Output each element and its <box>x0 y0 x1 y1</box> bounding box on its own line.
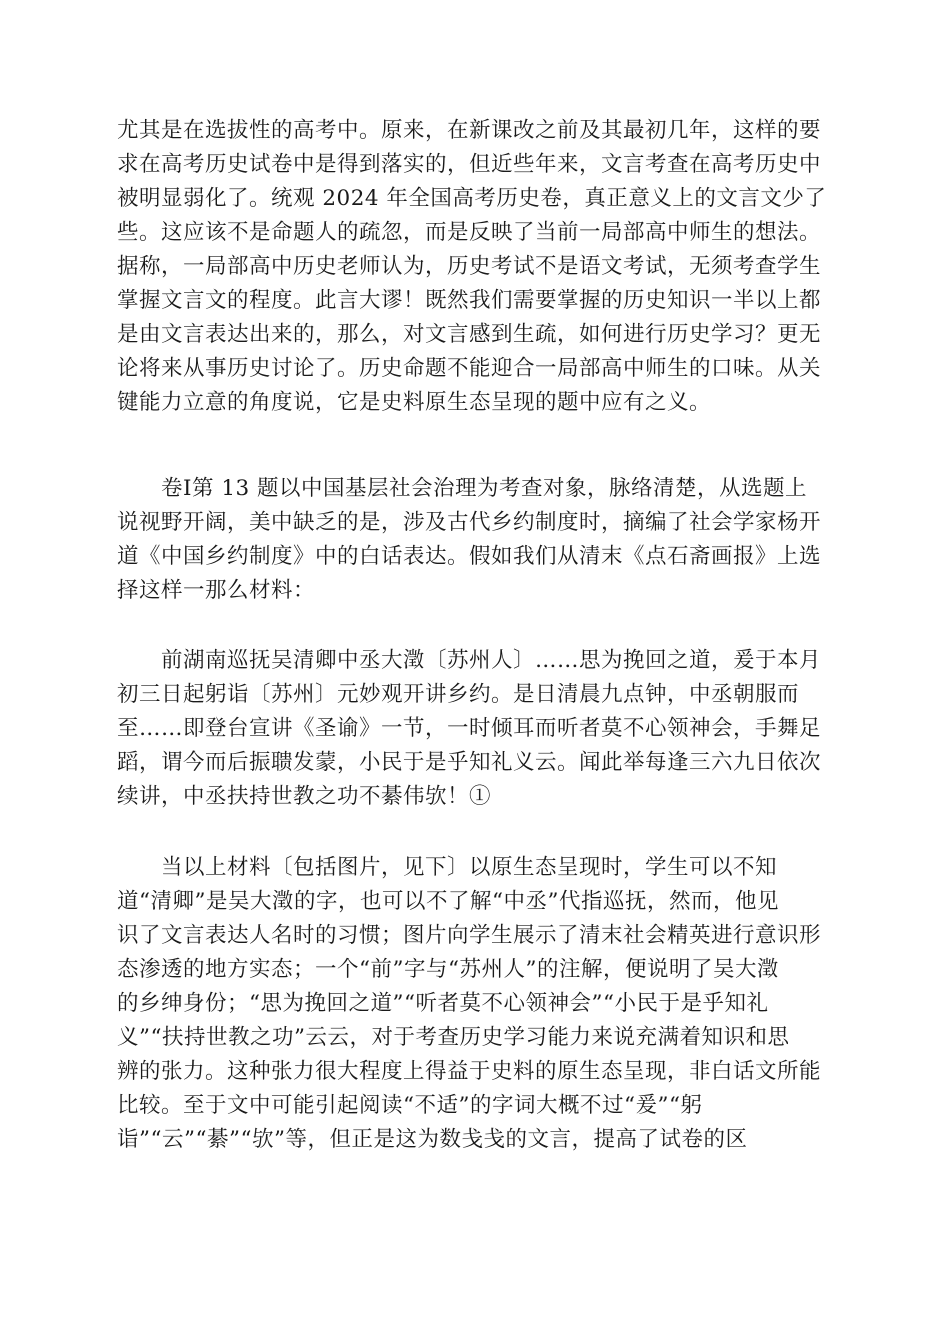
text-line: 求在高考历史试卷中是得到落实的，但近些年来，文言考查在高考历史中 <box>117 152 822 177</box>
text-line: 初三日起躬诣〔苏州〕元妙观开讲乡约。是日清晨九点钟，中丞朝服而 <box>117 682 800 707</box>
text-line: 些。这应该不是命题人的疏忽，而是反映了当前一局部高中师生的想法。 <box>117 220 822 245</box>
text-line: 辨的张力。这种张力很大程度上得益于史料的原生态呈现，非白话文所能 <box>117 1059 822 1084</box>
text-line: 态渗透的地方实态；一个“前”字与“苏州人”的注解，便说明了吴大澂 <box>117 957 779 982</box>
text-line: 键能力立意的角度说，它是史料原生态呈现的题中应有之义。 <box>117 390 712 415</box>
text-line: 的乡绅身份；“思为挽回之道”“听者莫不心领神会”“小民于是乎知礼 <box>117 991 769 1016</box>
text-line: 尤其是在选拔性的高考中。原来，在新课改之前及其最初几年，这样的要 <box>117 118 822 143</box>
text-line: 道《中国乡约制度》中的白话表达。假如我们从清末《点石斋画报》上选 <box>117 544 822 569</box>
text-line: 卷Ⅰ第 13 题以中国基层社会治理为考查对象，脉络清楚，从选题上 <box>161 476 808 501</box>
text-line: 道“清卿”是吴大澂的字，也可以不了解“中丞”代指巡抚，然而，他见 <box>117 889 779 914</box>
text-line: 蹈，谓今而后振聩发蒙，小民于是乎知礼义云。闻此举每逢三六九日依次 <box>117 750 822 775</box>
text-line: 论将来从事历史讨论了。历史命题不能迎合一局部高中师生的口味。从关 <box>117 356 822 381</box>
text-line: 当以上材料〔包括图片，见下〕以原生态呈现时，学生可以不知 <box>161 855 778 880</box>
text-line: 据称，一局部高中历史老师认为，历史考试不是语文考试，无须考查学生 <box>117 254 822 279</box>
text-line: 择这样一那么材料： <box>117 578 316 603</box>
text-line: 比较。至于文中可能引起阅读“不适”的字词大概不过“爰”“躬 <box>117 1093 703 1118</box>
text-line: 识了文言表达人名时的习惯；图片向学生展示了清末社会精英进行意识形 <box>117 923 822 948</box>
text-line: 义”“扶持世教之功”云云，对于考查历史学习能力来说充满着知识和思 <box>117 1025 790 1050</box>
paragraph-2 <box>117 472 833 608</box>
text-line: 前湖南巡抚吴清卿中丞大澂〔苏州人〕……思为挽回之道，爰于本月 <box>161 648 822 673</box>
text-line: 说视野开阔，美中缺乏的是，涉及古代乡约制度时，摘编了社会学家杨开 <box>117 510 822 535</box>
quoted-material <box>117 644 833 814</box>
text-line: 至……即登台宣讲《圣谕》一节，一时倾耳而听者莫不心领神会，手舞足 <box>117 716 822 741</box>
paragraph-4 <box>117 851 833 1157</box>
paragraph-1 <box>117 114 833 420</box>
text-line: 掌握文言文的程度。此言大谬！既然我们需要掌握的历史知识一半以上都 <box>117 288 822 313</box>
text-line: 是由文言表达出来的，那么，对文言感到生疏，如何进行历史学习？更无 <box>117 322 822 347</box>
text-line: 被明显弱化了。统观 2024 年全国高考历史卷，真正意义上的文言文少了 <box>117 186 827 211</box>
text-line: 诣”“云”“綦”“欤”等，但正是这为数戋戋的文言，提高了试卷的区 <box>117 1127 748 1152</box>
text-line: 续讲，中丞扶持世教之功不綦伟欤！① <box>117 784 492 809</box>
